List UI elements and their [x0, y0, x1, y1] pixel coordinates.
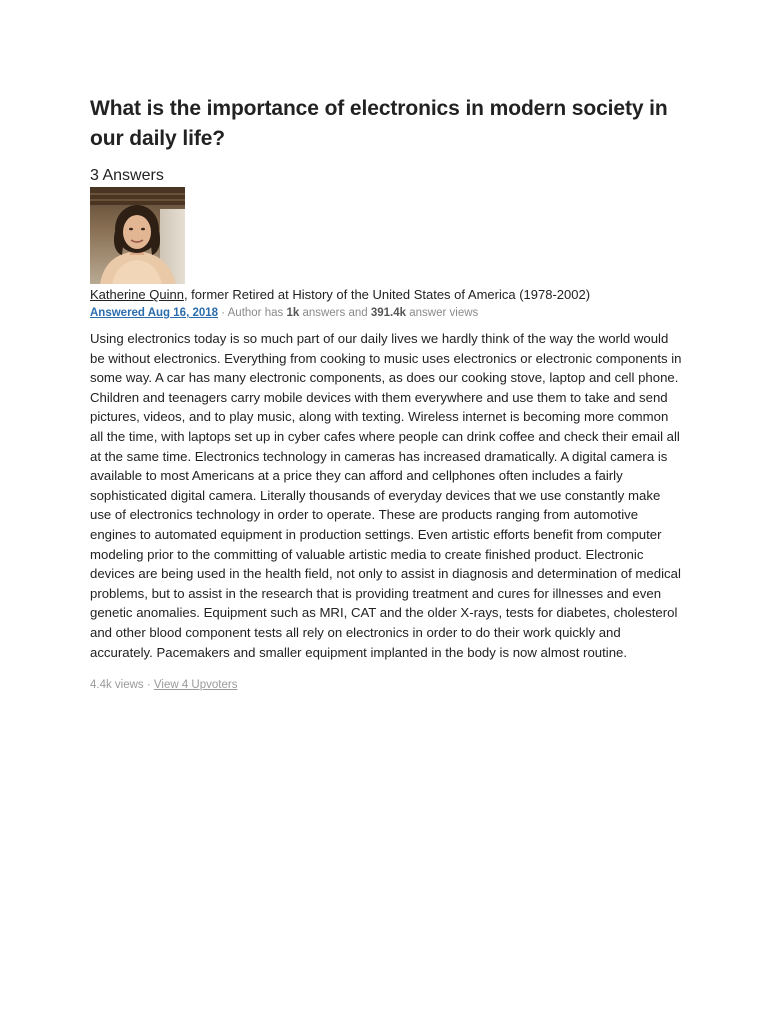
- question-title: What is the importance of electronics in modern society in our daily life?: [90, 97, 668, 150]
- answer-footer: [90, 677, 682, 693]
- answer-meta: [90, 305, 682, 321]
- answer-count: 3 Answers: [90, 167, 164, 184]
- meta-separator: · Author has: [218, 307, 287, 319]
- answered-date-link[interactable]: Answered Aug 16, 2018: [90, 307, 219, 319]
- view-upvoters-link[interactable]: View 4 Upvoters: [153, 679, 238, 692]
- author-avatar[interactable]: [90, 187, 185, 284]
- author-answers-count: 1k: [286, 307, 300, 319]
- footer-separator: ·: [143, 679, 154, 692]
- author-line: [90, 286, 682, 304]
- answer-body: Using electronics today is so much part of our daily lives we hardly think of the way the world would be without electronics. Everything from cooking to music uses electronics or electronic components in some way. A car has many electronic components, as does our cooking stove, laptop and cell phone. Children and teenagers carry mobile devices with them everywhere and use them to take and send pictures, videos, and to play music, along with texting. Wireless internet is becoming more common all the time, with laptops set up in cyber cafes where people can drink coffee and check their email all at the same time. Electronics technology in cameras has increased dramatically. A digital camera is available to most Americans at a price they can afford and cellphones often includes a fairly sophisticated digital camera. Literally thousands of everyday devices that we use constantly make use of electronics technology in order to operate. These are products ranging from automotive engines to automated equipment in production settings. Even artistic efforts benefit from computer modeling prior to the committing of valuable artistic media to create finished product. Electronic devices are being used in the health field, not only to assist in diagnosis and determination of medical problems, but to assist in the research that is providing treatment and cures for illnesses and even genetic anomalies. Equipment such as MRI, CAT and the older X-rays, tests for diabetes, cholesterol and other blood component tests all rely on electronics in order to do their work quickly and accurately. Pacemakers and smaller equipment implanted in the body is now almost routine.: [90, 331, 682, 660]
- views-count: 4.4k views: [90, 679, 144, 692]
- author-name-link[interactable]: Katherine Quinn: [90, 287, 184, 302]
- person-photo-avatar-icon: [90, 187, 185, 284]
- views-word: answer views: [406, 307, 479, 319]
- answer-page: [90, 94, 682, 693]
- author-credential: , former Retired at History of the United States of America (1978-2002): [183, 287, 591, 302]
- author-views-count: 391.4k: [370, 307, 407, 319]
- answers-word: answers and: [299, 307, 371, 319]
